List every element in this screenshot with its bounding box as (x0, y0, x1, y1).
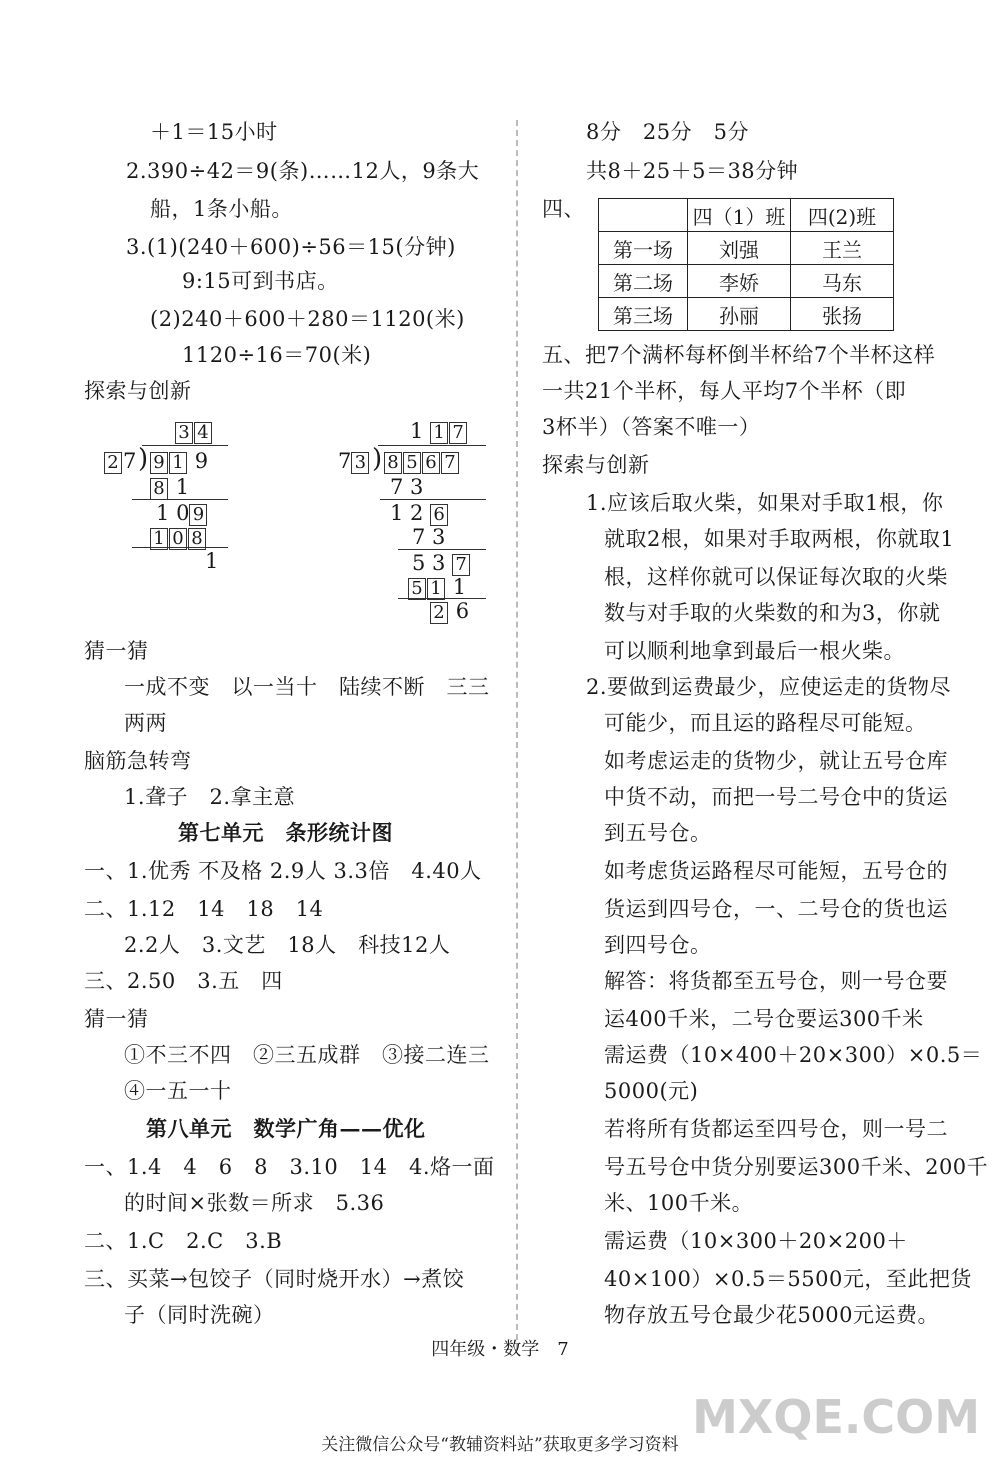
answer-line: 三、2.50 3.五 四 (84, 969, 283, 993)
table-cell: 刘强 (688, 232, 791, 265)
answer-line: 的时间×张数＝所求 5.36 (124, 1191, 385, 1215)
table-cell: 孙丽 (688, 298, 791, 331)
section-title: 探索与创新 (84, 379, 192, 403)
answer-line: 米、100千米。 (604, 1191, 754, 1215)
table-cell: 第三场 (599, 298, 688, 331)
table-row (599, 298, 894, 331)
answer-line: 2.要做到运费最少，应使运走的货物尽 (586, 675, 952, 699)
answer-line: 货运到四号仓，一、二号仓的货也运 (604, 897, 948, 921)
table-cell: 张扬 (791, 298, 894, 331)
answer-line: 如考虑运走的货物少，就让五号仓库 (604, 749, 948, 773)
answer-line: 二、1.C 2.C 3.B (84, 1229, 283, 1253)
answer-line: 需运费（10×300＋20×200＋ (604, 1229, 908, 1253)
table-header-row (599, 199, 894, 232)
table-cell: 王兰 (791, 232, 894, 265)
table-cell: 第二场 (599, 265, 688, 298)
match-schedule-table (598, 198, 894, 331)
answer-line: 五、把7个满杯每杯倒半杯给7个半杯这样 (542, 343, 936, 367)
answer-line: 一共21个半杯，每人平均7个半杯（即 (542, 379, 907, 403)
answer-line: 两两 (124, 711, 167, 735)
unit-title: 第八单元 数学广角——优化 (146, 1116, 426, 1141)
answer-line: 3杯半）（答案不唯一） (542, 415, 761, 439)
answer-line: 根，这样你就可以保证每次取的火柴 (604, 565, 948, 589)
section-title: 脑筋急转弯 (84, 749, 192, 773)
answer-line: 8分 25分 5分 (586, 120, 749, 144)
section-title: 探索与创新 (542, 453, 650, 477)
section-title: 猜一猜 (84, 639, 149, 663)
table-cell: 第一场 (599, 232, 688, 265)
answer-line: 一成不变 以一当十 陆续不断 三三 (124, 675, 490, 699)
answer-line: 就取2根，如果对手取两根，你就取1 (604, 527, 955, 551)
answer-line: 1.应该后取火柴，如果对手取1根，你 (586, 491, 944, 515)
unit-title: 第七单元 条形统计图 (178, 820, 393, 845)
answer-line: 二、1.12 14 18 14 (84, 897, 324, 921)
answer-line: 到五号仓。 (604, 821, 712, 845)
answer-line: 解答：将货都至五号仓，则一号仓要 (604, 969, 948, 993)
table-cell: 李娇 (688, 265, 791, 298)
watermark-logo: MXQE.COM (692, 1390, 980, 1444)
answer-line: 2.390÷42＝9(条)……12人，9条大 (126, 159, 480, 183)
table-cell: 马东 (791, 265, 894, 298)
answer-line: 5000(元) (604, 1079, 699, 1103)
answer-line: 40×100）×0.5＝5500元，至此把货 (604, 1267, 972, 1291)
answer-line: 中货不动，而把一号二号仓中的货运 (604, 785, 948, 809)
answer-line: 物存放五号仓最少花5000元运费。 (604, 1303, 939, 1327)
answer-line: 三、买菜→包饺子（同时烧开水）→煮饺 (84, 1267, 465, 1291)
column-divider (516, 120, 518, 1350)
answer-line: 9:15可到书店。 (182, 269, 339, 293)
answer-line: 共8＋25＋5＝38分钟 (586, 159, 799, 183)
answer-line: 若将所有货都运至四号仓，则一号二 (604, 1117, 948, 1141)
answer-line: 1120÷16＝70(米) (182, 343, 372, 367)
answer-line: 需运费（10×400＋20×300）×0.5＝ (604, 1043, 983, 1067)
answer-line: 可以顺利地拿到最后一根火柴。 (604, 639, 905, 663)
answer-line: 数与对手取的火柴数的和为3，你就 (604, 601, 941, 625)
answer-line: 一、1.优秀 不及格 2.9人 3.3倍 4.40人 (84, 859, 482, 883)
answer-line: 运400千米，二号仓要运300千米 (604, 1007, 924, 1031)
answer-line: 3.(1)(240＋600)÷56＝15(分钟) (126, 235, 456, 259)
page-footer: 四年级・数学 7 (431, 1339, 569, 1360)
answer-line: 一、1.4 4 6 8 3.10 14 4.烙一面 (84, 1155, 495, 1179)
answer-line: 船，1条小船。 (150, 197, 293, 221)
answer-line: ＋1＝15小时 (150, 120, 278, 144)
table-cell: 四(2)班 (791, 199, 894, 232)
answer-line: 号五号仓中货分别要运300千米、200千 (604, 1155, 989, 1179)
table-cell (599, 199, 688, 232)
answer-line: 2.2人 3.文艺 18人 科技12人 (124, 933, 451, 957)
answer-line: ④一五一十 (124, 1079, 232, 1103)
answer-line: 子（同时洗碗） (124, 1303, 275, 1327)
table-row (599, 265, 894, 298)
table-row (599, 232, 894, 265)
answer-line: ①不三不四 ②三五成群 ③接二连三 (124, 1043, 490, 1067)
answer-line: 可能少，而且运的路程尽可能短。 (604, 711, 927, 735)
table-cell: 四（1）班 (688, 199, 791, 232)
promo-note: 关注微信公众号“教辅资料站”获取更多学习资料 (321, 1435, 679, 1455)
answer-line: (2)240＋600＋280＝1120(米) (150, 307, 465, 331)
answer-line: 到四号仓。 (604, 933, 712, 957)
answer-line: 如考虑货运路程尽可能短，五号仓的 (604, 859, 948, 883)
section-number: 四、 (542, 197, 585, 221)
section-title: 猜一猜 (84, 1007, 149, 1031)
answer-line: 1.聋子 2.拿主意 (124, 785, 296, 809)
